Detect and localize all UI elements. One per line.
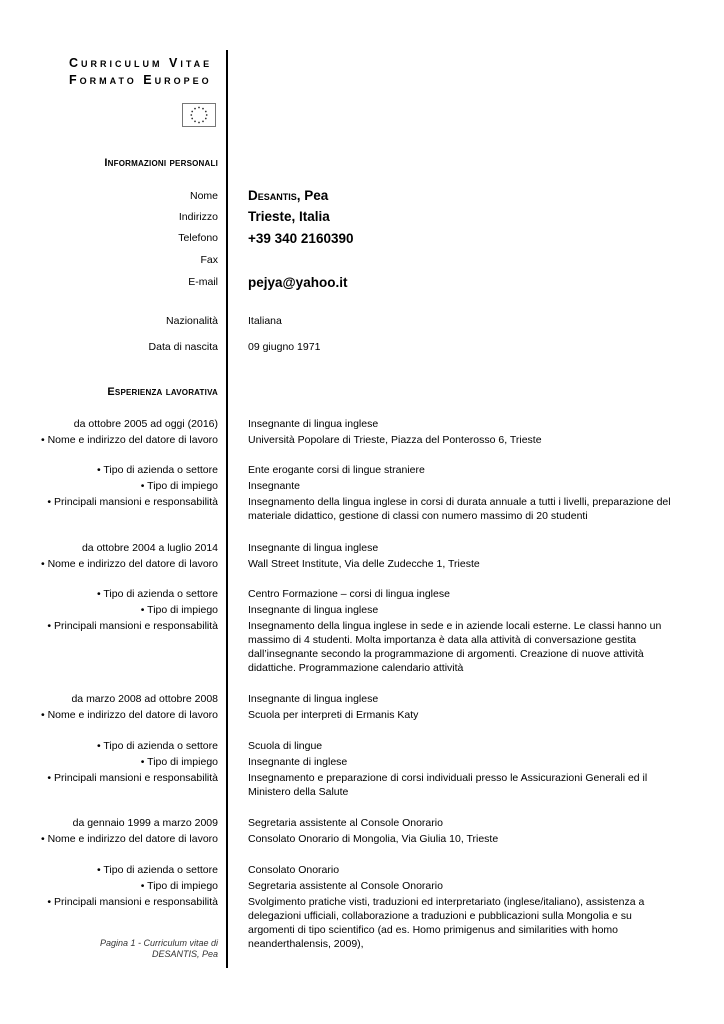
label-job-type: • Tipo di impiego [140, 756, 218, 768]
label-job-type: • Tipo di impiego [140, 604, 218, 616]
entry-duties: Insegnamento della lingua inglese in corsi di durata annuale a tutti i livelli, preparazione del materiale didattico, gestione di classi con numero massimo di 20 studenti [248, 496, 671, 522]
label-employer: • Nome e indirizzo del datore di lavoro [40, 434, 218, 446]
label-duties: • Principali mansioni e responsabilità [47, 772, 218, 784]
entry-job-type: Segretaria assistente al Console Onorario [248, 880, 443, 892]
label-indirizzo: Indirizzo [178, 211, 218, 223]
entry-period: da ottobre 2004 a luglio 2014 [81, 542, 218, 554]
label-data-nascita: Data di nascita [148, 341, 218, 353]
entry-role: Insegnante di lingua inglese [248, 418, 379, 430]
entry-role: Segretaria assistente al Console Onorario [248, 817, 443, 829]
footer-name: DESANTIS, Pea [151, 949, 218, 959]
entry-duties: Svolgimento pratiche visti, traduzioni ed interpretariato (inglese/italiano), assistenza a delegazioni ufficiali, collaborazione a traduzioni e pubblicazioni sulla Mongolia e su argomenti di tipo scientifico (ad es. Homo primigenus and similarities with homo neanderthalensis, 2009), [248, 896, 645, 950]
label-sector: • Tipo di azienda o settore [96, 464, 218, 476]
entry-job-type: Insegnante [248, 480, 300, 492]
entry-period: da ottobre 2005 ad oggi (2016) [73, 418, 218, 430]
cv-title-line1: Curriculum Vitae [69, 56, 213, 70]
entry-period: da gennaio 1999 a marzo 2009 [72, 817, 218, 829]
label-sector: • Tipo di azienda o settore [96, 864, 218, 876]
value-surname: Desantis [248, 188, 297, 203]
label-telefono: Telefono [178, 232, 218, 244]
section-title-experience: Esperienza lavorativa [107, 386, 218, 398]
entry-employer: Consolato Onorario di Mongolia, Via Giulia 10, Trieste [248, 833, 499, 845]
entry-sector: Scuola di lingue [248, 740, 323, 752]
entry-duties: Insegnamento della lingua inglese in sede e in aziende locali esterne. Le classi hanno un massimo di 4 studenti. Molta importanza è data alla attività di conversazione gestita dall’insegnante secondo la programmazione di argomenti. Creazione di nuove attività didattiche. Programmazione calendario attività [248, 620, 662, 674]
cv-title-line2: Formato Europeo [69, 73, 212, 87]
label-fax: Fax [200, 254, 218, 266]
entry-duties: Insegnamento e preparazione di corsi individuali presso le Assicurazioni Generali ed il Ministero della Salute [248, 772, 648, 798]
entry-period: da marzo 2008 ad ottobre 2008 [71, 693, 218, 705]
label-duties: • Principali mansioni e responsabilità [47, 896, 218, 908]
entry-employer: Scuola per interpreti di Ermanis Katy [248, 709, 419, 721]
vertical-divider [226, 50, 228, 968]
entry-sector: Centro Formazione – corsi di lingua inglese [248, 588, 450, 600]
entry-sector: Consolato Onorario [248, 864, 340, 876]
entry-sector: Ente erogante corsi di lingue straniere [248, 464, 425, 476]
value-indirizzo: Trieste, Italia [248, 209, 330, 224]
entry-job-type: Insegnante di inglese [248, 756, 348, 768]
entry-employer: Wall Street Institute, Via delle Zudecche 1, Trieste [248, 558, 480, 570]
entry-role: Insegnante di lingua inglese [248, 542, 379, 554]
value-telefono: +39 340 2160390 [248, 231, 354, 246]
value-nome [248, 188, 678, 204]
label-duties: • Principali mansioni e responsabilità [47, 496, 218, 508]
label-employer: • Nome e indirizzo del datore di lavoro [40, 558, 218, 570]
label-sector: • Tipo di azienda o settore [96, 588, 218, 600]
label-sector: • Tipo di azienda o settore [96, 740, 218, 752]
entry-employer: Università Popolare di Trieste, Piazza del Ponterosso 6, Trieste [248, 434, 542, 446]
entry-job-type: Insegnante di lingua inglese [248, 604, 379, 616]
label-nome: Nome [189, 190, 218, 202]
section-title-personal: Informazioni personali [104, 157, 218, 169]
label-job-type: • Tipo di impiego [140, 880, 218, 892]
value-nazionalita: Italiana [248, 315, 282, 327]
value-firstname: , Pea [296, 188, 329, 203]
label-duties: • Principali mansioni e responsabilità [47, 620, 218, 632]
value-data-nascita: 09 giugno 1971 [248, 341, 321, 353]
label-employer: • Nome e indirizzo del datore di lavoro [40, 833, 218, 845]
label-employer: • Nome e indirizzo del datore di lavoro [40, 709, 218, 721]
footer-page-info: Pagina 1 - Curriculum vitae di [99, 938, 218, 948]
label-nazionalita: Nazionalità [166, 315, 218, 327]
label-job-type: • Tipo di impiego [140, 480, 218, 492]
eu-flag-icon [182, 103, 216, 127]
label-email: E-mail [188, 276, 218, 288]
value-email: pejya@yahoo.it [248, 275, 348, 290]
entry-role: Insegnante di lingua inglese [248, 693, 379, 705]
